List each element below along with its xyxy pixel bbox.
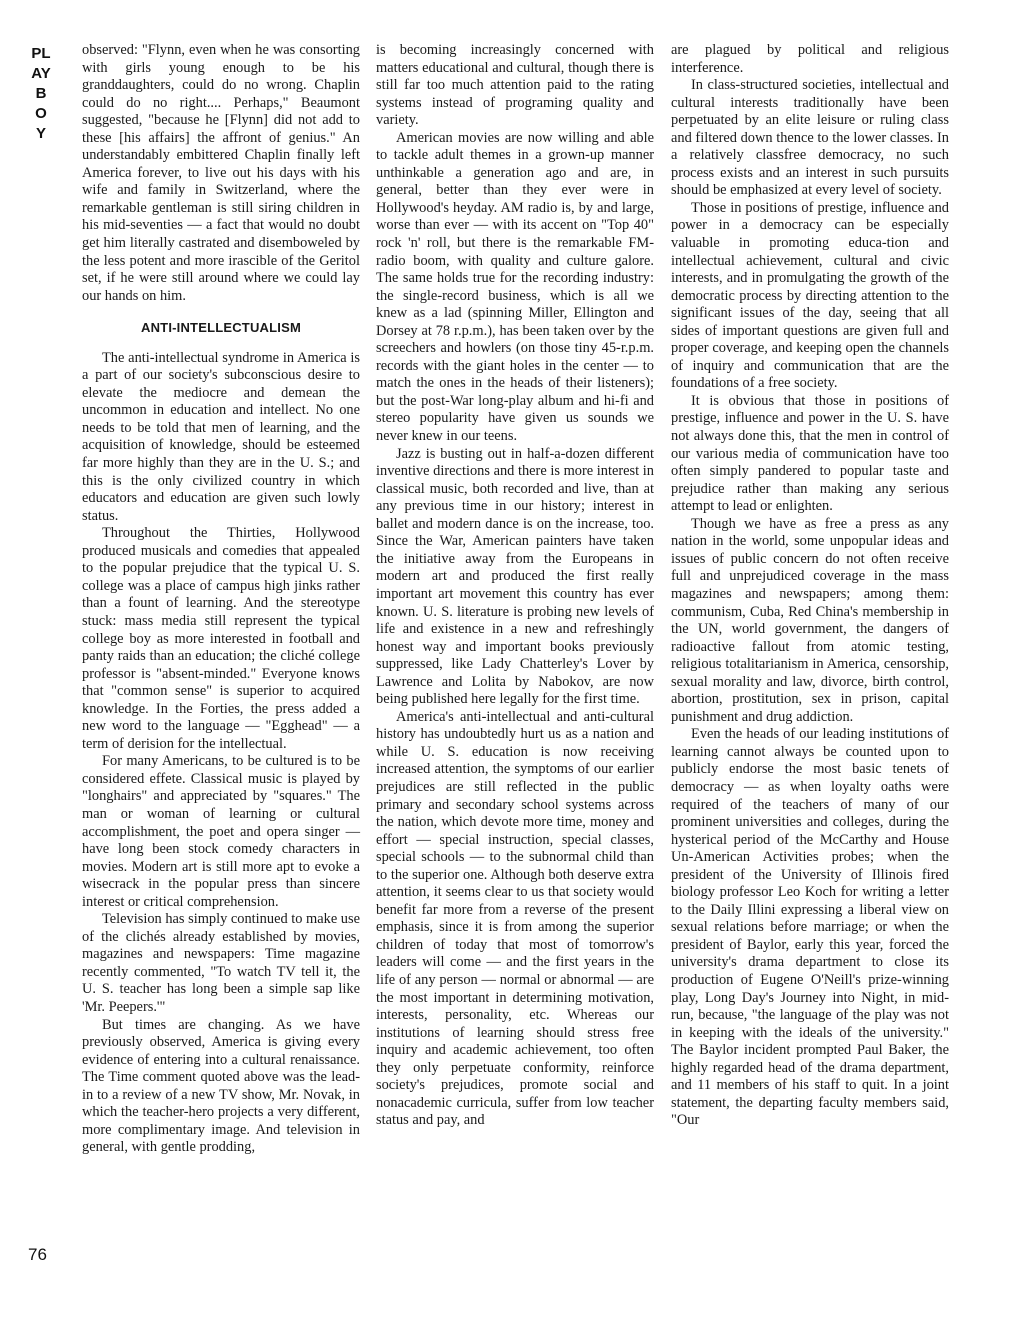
paragraph: The anti-intellectual syndrome in America is a part of our society's subconscious desire to elevate the mediocre and demean the uncommon in education and intellect. No one needs to be told that men of learning, and the acquisition of knowledge, should be esteemed far more highly than they are in the U. S.; and this is the only civilized country in which educators and education are given such lowly status. xyxy=(82,349,360,524)
paragraph: American movies are now willing and able to tackle adult themes in a grown-up manner unthinkable a generation ago and are, in general, better than they ever were in Hollywood's heyday. AM radio is, by and large, worse than ever — with its accent on "Top 40" rock 'n' roll, but there is the remarkable FM-radio boom, with quality and culture galore. The same holds true for the recording industry: the single-record business, which is all we knew as a lad (spinning Miller, Ellington and Dorsey at 78 r.p.m.), has been taken over by the screechers and howlers (on those tiny 45-r.p.m. records with the giant holes in the center — to match the ones in the heads of their listeners); but the post-War long-play album and hi-fi and stereo popularity have given us sounds we never knew in our teens. xyxy=(376,129,654,445)
text-column-2 xyxy=(376,42,654,1130)
magazine-name-label: PLAYBOY xyxy=(31,45,51,142)
paragraph: Television has simply continued to make use of the clichés already established by movies, magazines and newspapers: Time magazine recently commented, "To watch TV tell it, the U. S. teacher has long been a simple sap like 'Mr. Peepers.'" xyxy=(82,911,360,1015)
paragraph: observed: "Flynn, even when he was consorting with girls young enough to be his granddaughters, could do no wrong. Chaplin could do no right.... Perhaps," Beaumont suggested, "because he [Flynn] did not add to these [his affairs] the affront of genius." An understandably embittered Chaplin finally left America forever, to live out his days with his wife and family in Switzerland, where the remarkable gentleman is still siring children in his mid-seventies — a fact that would no doubt get him literally castrated and disemboweled by the less potent and more irascible of the Geritol set, if he were still around where we could lay our hands on him. xyxy=(82,42,360,304)
paragraph: It is obvious that those in positions of prestige, influence and power in the U. S. have not always done this, that the men in control of our various media of communication have too often simply pandered to popular taste and prejudice rather than making any serious attempt to lead or enlighten. xyxy=(671,392,949,515)
paragraph: are plagued by political and religious interference. xyxy=(671,42,949,76)
paragraph: For many Americans, to be cultured is to be considered effete. Classical music is played by "longhairs" and appreciated by "squares." The man or woman of learning or cultural accomplishment, the poet and opera singer — have long been stock comedy characters in movies. Modern art is still more apt to evoke a wisecrack in the popular press than sincere interest or critical comprehension. xyxy=(82,753,360,910)
paragraph: Even the heads of our leading institutions of learning cannot always be counted upon to publicly endorse the most basic tenets of democracy — as when loyalty oaths were required of the teachers of many of our prominent universities and colleges, during the hysterical period of the McCarthy and House Un-American Activities probes; when the president of the University of Illinois fired biology professor Leo Koch for writing a letter to the Daily Illini expressing a liberal view on sexual relations before marriage; or when the president of Baylor, early this year, forced the university's drama department to close its production of Eugene O'Neill's prize-winning play, Long Day's Journey into Night, in mid-run, because, "the language of the play was not in keeping with the ideals of the university." The Baylor incident prompted Paul Baker, the highly regarded head of the drama department, and 11 members of his staff to quit. In a joint statement, the departing faculty members said, "Our xyxy=(671,726,949,1129)
paragraph: Throughout the Thirties, Hollywood produced musicals and comedies that appealed to the popular prejudice that the typical U. S. college was a place of campus high jinks rather than a fount of learning. And the stereotype stuck: mass media still represent the typical college boy as more interested in football and panty raids than an education; the cliché college professor is "absent-minded." Everyone knows that "common sense" is superior to acquired knowledge. In the Forties, the press added a new word to the language — "Egghead" — a term of derision for the intellectual. xyxy=(82,525,360,752)
section-heading: ANTI-INTELLECTUALISM xyxy=(141,320,301,336)
paragraph: is becoming increasingly concerned with matters educational and cultural, though there is still far too much attention paid to the rating systems instead of programing quality and variety. xyxy=(376,42,654,129)
paragraph: Though we have as free a press as any nation in the world, some unpopular ideas and issues of public concern do not often receive full and unprejudiced coverage in the mass magazines and newspapers; among them: communism, Cuba, Red China's membership in the UN, world government, the dangers of radioactive fallout from atomic testing, religious totalitarianism in America, censorship, sexual morality and law, divorce, birth control, abortion, prostitution, sex in prison, capital punishment and drug addiction. xyxy=(671,515,949,725)
paragraph: Jazz is busting out in half-a-dozen different inventive directions and there is more interest in classical music, both recorded and live, than at any previous time in our history; interest in ballet and modern dance is on the increase, too. Since the War, American painters have taken the initiative away from the Europeans in modern art and produced the first really important art movement this country has ever known. U. S. literature is probing new levels of life and existence in a new and refreshingly honest way and important books previously suppressed, like Lady Chatterley's Lover by Lawrence and Lolita by Nabokov, are now being published here legally for the first time. xyxy=(376,445,654,708)
paragraph: Those in positions of prestige, influence and power in a democracy can be especially valuable in promoting educa-tion and intellectual achievement, cultural and civic interests, and in promulgating the growth of the democratic process by directing attention to the significant issues of the day, seeing that all sides of important questions are given full and proper coverage, and keeping open the channels of inquiry and communication that are the foundations of a free society. xyxy=(671,199,949,392)
text-column-1 xyxy=(82,42,360,1157)
paragraph: But times are changing. As we have previously observed, America is giving every evidence of entering into a cultural renaissance. The Time comment quoted above was the lead-in to a review of a new TV show, Mr. Novak, in which the teacher-hero projects a very different, more complimentary image. And television in general, with gentle prodding, xyxy=(82,1016,360,1156)
page-number: 76 xyxy=(28,1245,47,1264)
paragraph: America's anti-intellectual and anti-cultural history has undoubtedly hurt us as a nation and while U. S. education is now receiving increased attention, the symptoms of our earlier prejudices are still reflected in the public primary and secondary school systems across the nation, which devote more time, money and effort — special instruction, special classes, special schools — to the subnormal child than to the superior one. Although both deserve extra attention, it seems clear to us that society would benefit far more from a reverse of the present emphasis, since it is from among the superior children of today that most of tomorrow's leaders will come — and the first years in the life of any person — normal or abnormal — are the most important in determining motivation, interests, personality, etc. Whereas our institutions of learning should stress free inquiry and academic achievement, too often they only perpetuate conformity, reinforce society's prejudices, promote social and nonacademic curricula, suffer from low teacher status and pay, and xyxy=(376,708,654,1129)
paragraph: In class-structured societies, intellectual and cultural interests traditionally have been perpetuated by an elite leisure or ruling class and filtered down thence to the lower classes. In a relatively classfree democracy, no such process exists and an interest in such pursuits should be emphasized at every level of society. xyxy=(671,77,949,199)
text-column-3 xyxy=(671,42,949,1130)
